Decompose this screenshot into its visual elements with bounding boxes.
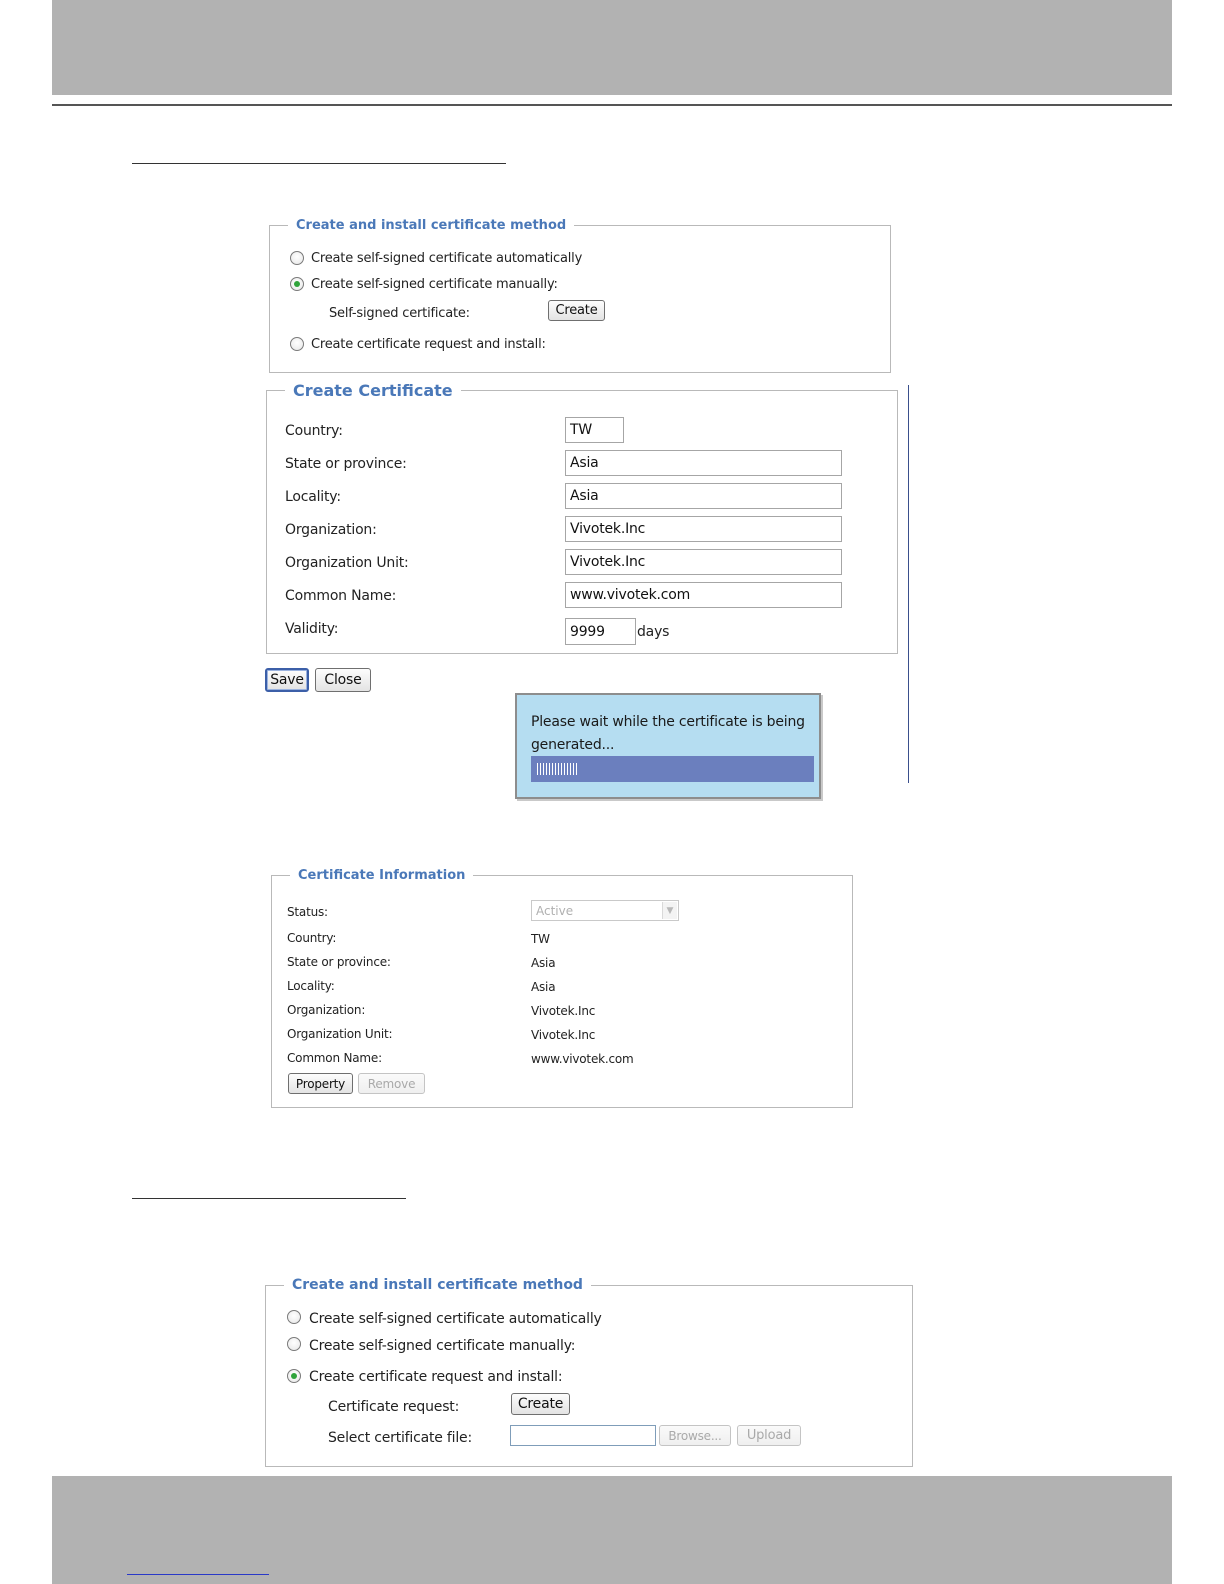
org-unit-input[interactable]: Vivotek.Inc xyxy=(565,549,842,575)
validity-input[interactable]: 9999 xyxy=(565,618,636,645)
browse-button: Browse... xyxy=(659,1425,731,1446)
country-label: Country: xyxy=(285,423,343,439)
info-state-value: Asia xyxy=(531,956,556,970)
organization-label: Organization: xyxy=(285,522,377,538)
popup-message: Please wait while the certificate is being generated... xyxy=(531,714,805,753)
close-button[interactable]: Close xyxy=(315,668,371,692)
progress-popup xyxy=(515,693,821,799)
property-button[interactable]: Property xyxy=(288,1073,353,1094)
info-state-label: State or province: xyxy=(287,955,391,969)
upload-button: Upload xyxy=(737,1425,801,1446)
footer-link-underline[interactable] xyxy=(127,1574,269,1575)
info-country-label: Country: xyxy=(287,931,337,945)
radio-auto-self-signed-request[interactable] xyxy=(287,1310,301,1324)
radio-auto-label: Create self-signed certificate automatically xyxy=(311,251,583,266)
info-common-name-value: www.vivotek.com xyxy=(531,1052,634,1066)
common-name-input[interactable]: www.vivotek.com xyxy=(565,582,842,608)
radio-request-label: Create certificate request and install: xyxy=(311,337,546,352)
progress-bar xyxy=(531,756,814,782)
organization-input[interactable]: Vivotek.Inc xyxy=(565,516,842,542)
info-common-name-label: Common Name: xyxy=(287,1051,382,1065)
create-request-button[interactable]: Create xyxy=(511,1393,570,1415)
state-input[interactable]: Asia xyxy=(565,450,842,476)
status-select xyxy=(531,900,679,921)
method-legend: Create and install certificate method xyxy=(296,218,567,233)
radio-request-label-selected: Create certificate request and install: xyxy=(309,1369,563,1385)
header-rule xyxy=(52,104,1172,106)
section-heading-rule xyxy=(132,163,506,164)
org-unit-label: Organization Unit: xyxy=(285,555,409,571)
country-input[interactable]: TW xyxy=(565,417,624,443)
certificate-info-legend: Certificate Information xyxy=(298,868,466,883)
info-locality-label: Locality: xyxy=(287,979,335,993)
common-name-label: Common Name: xyxy=(285,588,397,604)
footer-band xyxy=(52,1476,1172,1584)
certificate-file-input[interactable] xyxy=(510,1425,656,1446)
info-country-value: TW xyxy=(531,932,550,946)
radio-manual-label-request: Create self-signed certificate manually: xyxy=(309,1338,576,1354)
self-signed-label: Self-signed certificate: xyxy=(329,306,470,321)
status-label: Status: xyxy=(287,905,328,919)
status-value: Active xyxy=(536,903,574,918)
select-file-label: Select certificate file: xyxy=(328,1430,472,1446)
validity-unit: days xyxy=(637,624,670,640)
method-legend-request: Create and install certificate method xyxy=(292,1277,583,1293)
locality-input[interactable]: Asia xyxy=(565,483,842,509)
radio-auto-label-request: Create self-signed certificate automatically xyxy=(309,1311,602,1327)
radio-request-install-selected[interactable] xyxy=(287,1369,301,1383)
info-locality-value: Asia xyxy=(531,980,556,994)
info-org-unit-value: Vivotek.Inc xyxy=(531,1028,596,1042)
progress-bar-fill xyxy=(537,763,578,775)
info-org-unit-label: Organization Unit: xyxy=(287,1027,393,1041)
remove-button: Remove xyxy=(358,1073,425,1094)
radio-request-install[interactable] xyxy=(290,337,304,351)
chevron-down-icon: ▼ xyxy=(662,902,677,919)
info-organization-label: Organization: xyxy=(287,1003,366,1017)
certificate-request-label: Certificate request: xyxy=(328,1399,460,1415)
radio-manual-self-signed[interactable] xyxy=(290,277,304,291)
window-edge xyxy=(908,385,909,783)
section-heading-rule xyxy=(132,1198,406,1199)
radio-auto-self-signed[interactable] xyxy=(290,251,304,265)
locality-label: Locality: xyxy=(285,489,341,505)
state-label: State or province: xyxy=(285,456,407,472)
create-self-signed-button[interactable]: Create xyxy=(548,300,605,321)
radio-manual-label: Create self-signed certificate manually: xyxy=(311,277,558,292)
create-certificate-legend: Create Certificate xyxy=(293,381,453,400)
save-button[interactable]: Save xyxy=(265,668,309,692)
validity-label: Validity: xyxy=(285,621,339,637)
header-band xyxy=(52,0,1172,95)
radio-manual-self-signed-request[interactable] xyxy=(287,1337,301,1351)
info-organization-value: Vivotek.Inc xyxy=(531,1004,596,1018)
